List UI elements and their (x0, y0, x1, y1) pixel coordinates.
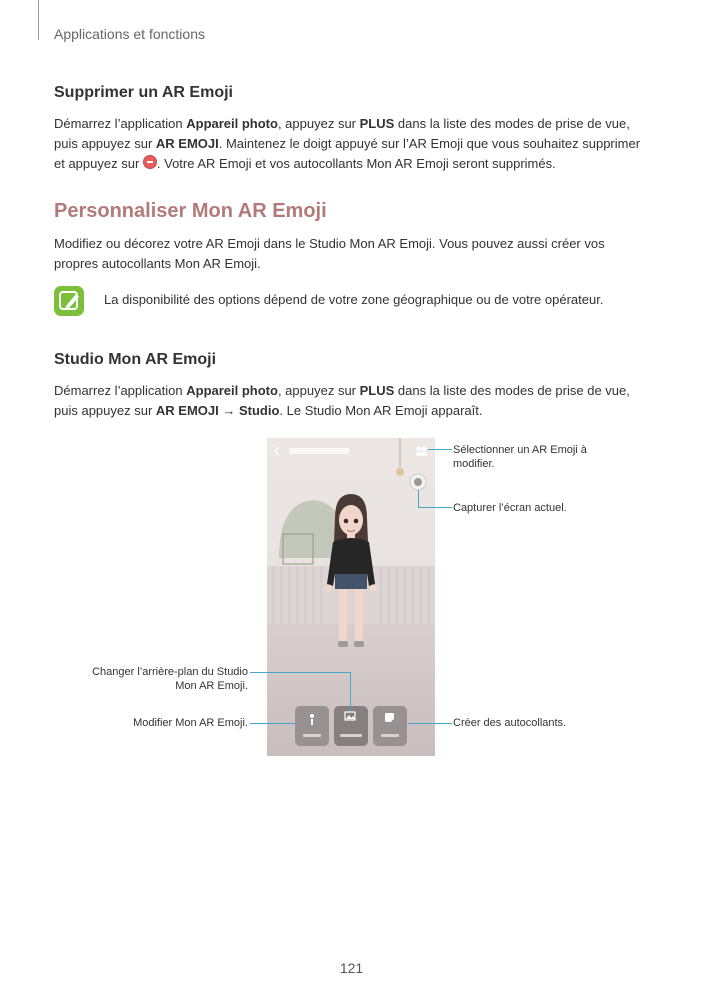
callout-line-text: Sélectionner un AR Emoji à (453, 444, 587, 456)
callout-line (428, 449, 452, 450)
callout-line (250, 723, 296, 724)
minus-circle-icon (143, 155, 157, 169)
paragraph-line: puis appuyez sur AR EMOJI → Studio. Le Studio Mon AR Emoji apparaît. (54, 403, 483, 418)
paragraph-line: Démarrez l’application Appareil photo, appuyez sur PLUS dans la liste des modes de prise de vue, (54, 383, 630, 398)
paragraph-line: Démarrez l’application Appareil photo, appuyez sur PLUS dans la liste des modes de prise de vue, (54, 116, 630, 131)
callout-line-text: Mon AR Emoji. (175, 680, 248, 692)
stickers-button (373, 706, 407, 746)
callout-line (418, 490, 419, 508)
callout-line (408, 723, 452, 724)
note-text: La disponibilité des options dépend de votre zone géographique ou de votre opérateur. (104, 292, 604, 307)
note-pencil-icon (54, 286, 84, 316)
section-heading-customize: Personnaliser Mon AR Emoji (54, 200, 327, 222)
modify-button (295, 706, 329, 746)
paragraph-line: propres autocollants Mon AR Emoji. (54, 256, 261, 271)
callout-capture: Capturer l’écran actuel. (453, 502, 567, 514)
callout-line-text: Changer l’arrière-plan du Studio (92, 666, 248, 678)
callout-line-text: modifier. (453, 458, 495, 470)
callout-modify: Modifier Mon AR Emoji. (133, 717, 248, 729)
page-number: 121 (339, 960, 364, 976)
callout-line (418, 507, 452, 508)
section-heading-studio: Studio Mon AR Emoji (54, 351, 217, 368)
callout-stickers: Créer des autocollants. (453, 717, 567, 729)
background-button (334, 706, 368, 746)
studio-screenshot (267, 438, 435, 756)
paragraph-studio (54, 381, 654, 421)
paragraph-line: puis appuyez sur AR EMOJI. Maintenez le doigt appuyé sur l’AR Emoji que vous souhaitez supprimer (54, 136, 641, 151)
callout-line (250, 672, 351, 673)
callout-select-emoji (453, 443, 587, 471)
callout-line (350, 672, 351, 710)
paragraph-line: Modifiez ou décorez votre AR Emoji dans le Studio Mon AR Emoji. Vous pouvez aussi créer vos (54, 236, 605, 251)
callout-background (60, 665, 248, 693)
header-title: Applications et fonctions (54, 26, 205, 42)
section-heading-delete: Supprimer un AR Emoji (54, 84, 233, 101)
paragraph-customize (54, 234, 654, 274)
paragraph-delete (54, 114, 654, 174)
paragraph-line: et appuyez sur . Votre AR Emoji et vos autocollants Mon AR Emoji seront supprimés. (54, 156, 556, 171)
header-divider (38, 0, 39, 40)
